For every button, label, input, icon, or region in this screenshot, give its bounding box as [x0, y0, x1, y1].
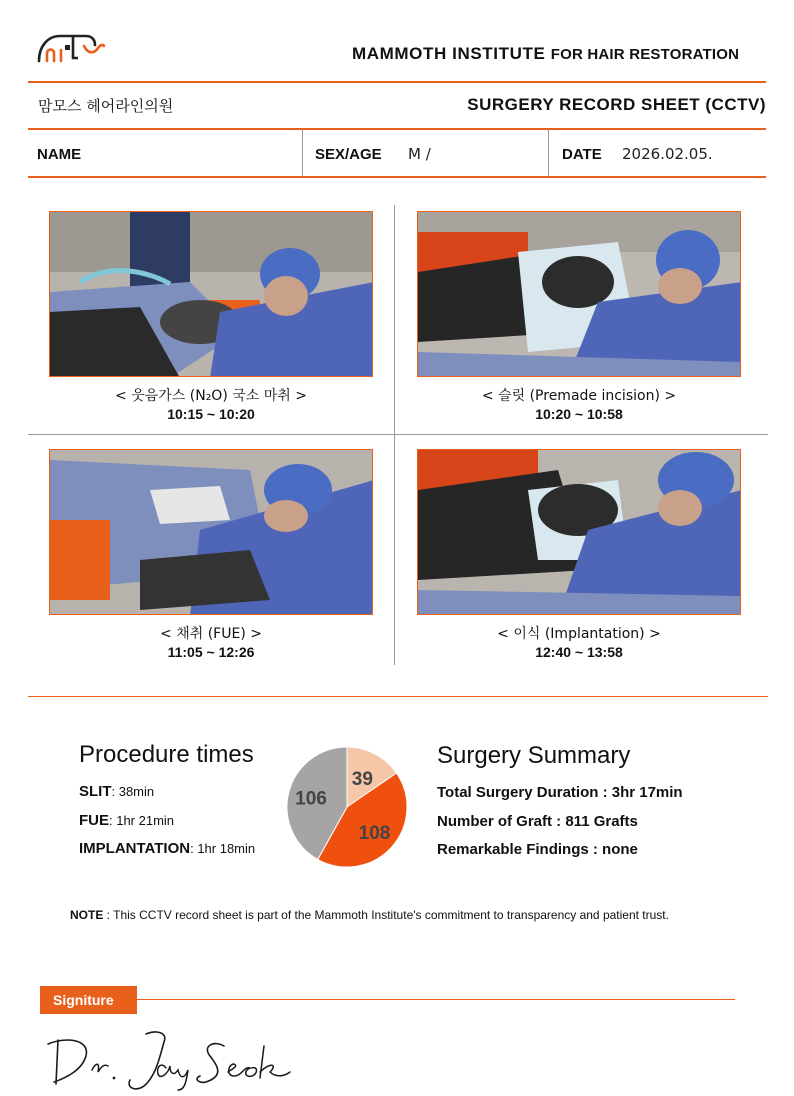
field-separator	[548, 129, 549, 176]
procedure-row	[79, 783, 154, 800]
date-label: DATE	[562, 146, 602, 163]
signature-image	[38, 1026, 298, 1092]
caption-time: 10:15 ~ 10:20	[167, 406, 255, 422]
summary-duration: Total Surgery Duration : 3hr 17min	[437, 784, 683, 801]
date-value: 2026.02.05.	[622, 145, 713, 163]
caption-time: 12:40 ~ 13:58	[535, 644, 623, 660]
mammoth-logo-icon	[36, 28, 106, 64]
photo-caption	[49, 625, 373, 661]
photo-caption	[417, 387, 741, 423]
clinic-korean-name: 맘모스 헤어라인의원	[38, 97, 174, 115]
caption-time: 11:05 ~ 12:26	[167, 644, 255, 660]
caption-title: < 채취 (FUE) >	[160, 626, 262, 642]
field-separator	[302, 129, 303, 176]
divider-title	[28, 128, 766, 130]
caption-title: < 슬릿 (Premade incision) >	[481, 388, 677, 404]
institute-main: MAMMOTH INSTITUTE	[352, 44, 546, 63]
pie-label-fue: 108	[358, 823, 391, 845]
sexage-value: M /	[408, 145, 431, 163]
cctv-photo-anesthesia	[49, 211, 373, 377]
institute-name	[352, 44, 739, 64]
sexage-label: SEX/AGE	[315, 146, 382, 163]
caption-title: < 웃음가스 (N₂O) 국소 마취 >	[115, 388, 307, 404]
signature-tag: Signiture	[40, 986, 137, 1014]
note-text: : This CCTV record sheet is part of the Mammoth Institute's commitment to transparency and patient trust.	[103, 908, 669, 922]
summary-findings: Remarkable Findings : none	[437, 841, 638, 858]
divider-fields	[28, 176, 766, 178]
procedure-value: : 38min	[111, 784, 155, 799]
procedure-label: IMPLANTATION	[79, 840, 191, 857]
procedure-row	[79, 812, 174, 829]
caption-title: < 이식 (Implantation) >	[497, 626, 661, 642]
name-label: NAME	[37, 146, 82, 163]
procedure-label: FUE	[79, 812, 109, 829]
note-label: NOTE	[70, 908, 104, 922]
cctv-photo-fue	[49, 449, 373, 615]
cctv-photo-slit	[417, 211, 741, 377]
summary-grafts: Number of Graft : 811 Grafts	[437, 813, 638, 830]
institute-sub: FOR HAIR RESTORATION	[550, 46, 740, 63]
procedure-value: : 1hr 18min	[190, 841, 256, 856]
grid-vertical	[394, 205, 395, 665]
note	[70, 908, 669, 922]
signature-line	[137, 999, 735, 1000]
caption-time: 10:20 ~ 10:58	[535, 406, 623, 422]
cctv-photo-implantation	[417, 449, 741, 615]
pie-label-implantation: 106	[295, 788, 327, 810]
photo-caption	[417, 625, 741, 661]
procedure-pie-chart	[284, 744, 410, 870]
procedure-row	[79, 840, 255, 857]
surgery-summary-title: Surgery Summary	[437, 742, 631, 769]
sheet-title: SURGERY RECORD SHEET (CCTV)	[467, 95, 766, 114]
divider-section	[28, 696, 768, 697]
grid-horizontal	[28, 434, 768, 435]
divider-top	[28, 81, 766, 83]
photo-caption	[49, 387, 373, 423]
procedure-times-title: Procedure times	[79, 741, 254, 768]
procedure-label: SLIT	[79, 783, 112, 800]
pie-label-slit: 39	[351, 768, 373, 790]
procedure-value: : 1hr 21min	[109, 813, 175, 828]
